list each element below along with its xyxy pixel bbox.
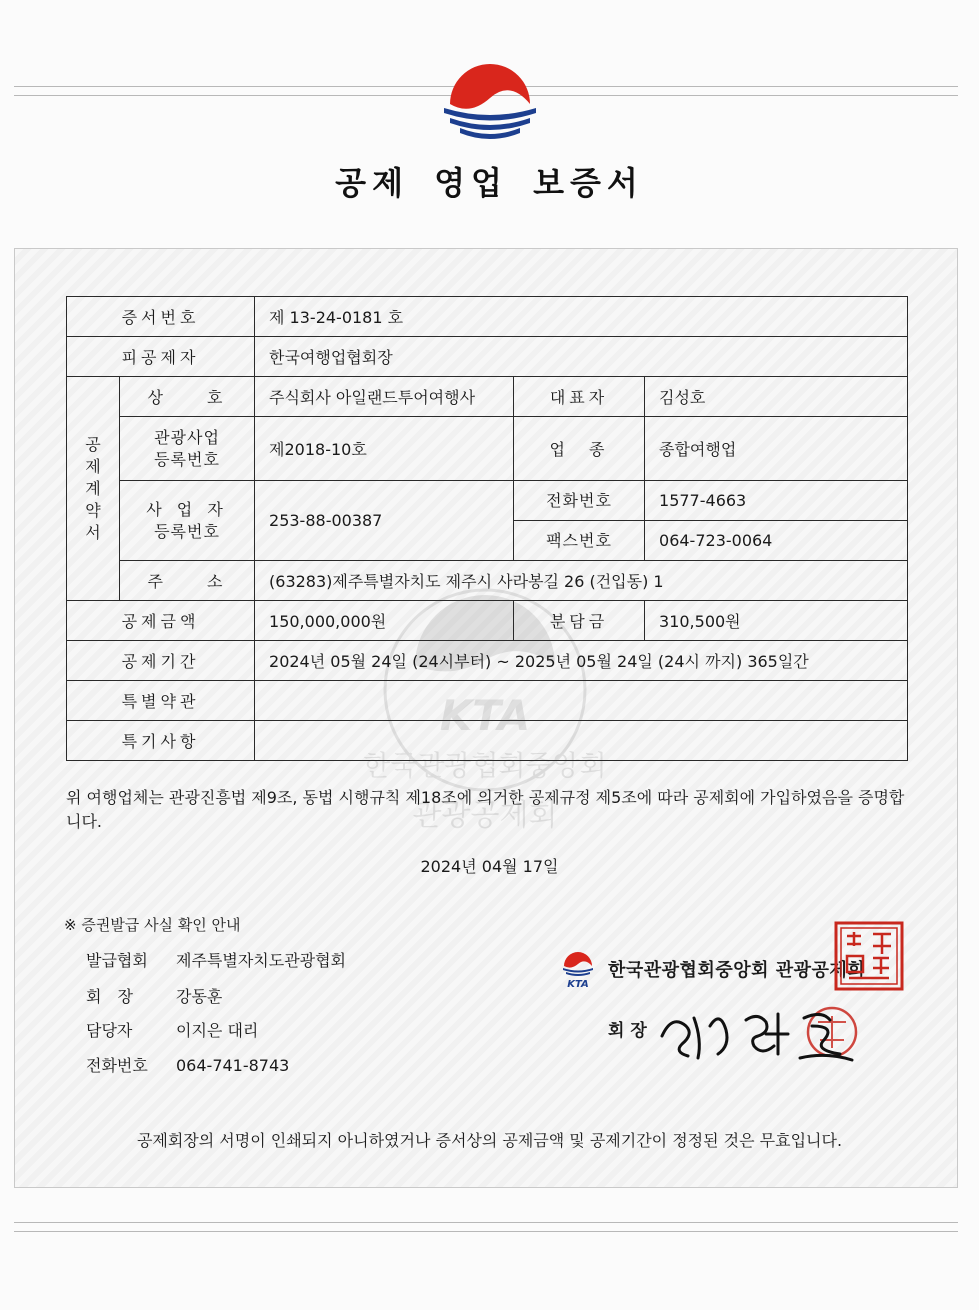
contractor-label <box>67 377 120 601</box>
contractor-label-text <box>67 434 119 544</box>
bottom-rule-1 <box>14 1222 958 1223</box>
biz-type-value: 종합여행업 <box>645 417 908 481</box>
notice-title: ※ 증권발급 사실 확인 안내 <box>64 916 241 934</box>
address-value: (63283)제주특별자치도 제주시 사라봉길 26 (건입동) 1 <box>255 561 908 601</box>
rep-value: 김성호 <box>645 377 908 417</box>
fax-label: 팩스번호 <box>514 521 645 561</box>
table-row <box>67 377 908 417</box>
president-value: 강동훈 <box>176 987 223 1006</box>
contractor-label-char: 제 <box>85 456 101 476</box>
tour-reg-label-2: 등록번호 <box>154 449 220 469</box>
contractor-label-char: 약 <box>85 500 101 520</box>
fax-value: 064-723-0064 <box>645 521 908 561</box>
manager-value: 이지은 대리 <box>176 1021 259 1040</box>
president-row <box>86 984 222 1007</box>
cert-no-value: 제 13-24-0181 호 <box>255 297 908 337</box>
address-label: 주 소 <box>120 561 255 601</box>
biz-reg-label <box>120 481 255 561</box>
watermark-line1: 한국관광협회중앙회 <box>363 749 607 782</box>
biz-reg-value: 253-88-00387 <box>255 481 514 561</box>
table-row <box>67 481 908 521</box>
certification-statement: 위 여행업체는 관광진흥법 제9조, 동법 시행규칙 제18조에 의거한 공제규정 제5조에 따라 공제회에 가입하였음을 증명합니다. <box>66 788 905 831</box>
tour-reg-label-1: 관광사업 <box>154 427 220 447</box>
insured-value: 한국여행업협회장 <box>255 337 908 377</box>
remarks-label: 특기사항 <box>67 721 255 761</box>
table-row <box>67 337 908 377</box>
tour-reg-value: 제2018-10호 <box>255 417 514 481</box>
bottom-rule-2 <box>14 1231 958 1232</box>
issuer-label: 발급협회 <box>86 951 148 970</box>
special-terms-value <box>255 681 908 721</box>
remarks-value <box>255 721 908 761</box>
president-label: 회 장 <box>86 987 133 1006</box>
table-row <box>67 561 908 601</box>
period-label: 공제기간 <box>67 641 255 681</box>
official-seal-icon <box>833 920 905 992</box>
manager-label: 담당자 <box>86 1021 133 1040</box>
contact-phone-row <box>86 1053 289 1076</box>
contact-phone-value: 064-741-8743 <box>176 1056 290 1075</box>
contractor-label-char: 공 <box>85 434 101 454</box>
watermark-logo-text: KTA <box>439 691 531 740</box>
rep-label: 대표자 <box>514 377 645 417</box>
chair-label: 회장 <box>608 1021 653 1041</box>
org-name: 한국관광협회중앙회 관광공제회 <box>608 960 866 981</box>
tour-reg-label <box>120 417 255 481</box>
company-value: 주식회사 아일랜드투어여행사 <box>255 377 514 417</box>
phone-label: 전화번호 <box>514 481 645 521</box>
org-logo-text: KTA <box>567 979 589 990</box>
kta-emblem-icon <box>436 58 544 146</box>
table-row <box>67 681 908 721</box>
document-title: 공제 영업 보증서 <box>335 164 644 202</box>
cert-no-label: 증서번호 <box>67 297 255 337</box>
table-row <box>67 641 908 681</box>
issuer-value: 제주특별자치도관광협회 <box>176 951 347 970</box>
issue-date: 2024년 04월 17일 <box>420 857 559 876</box>
contact-phone-label: 전화번호 <box>86 1056 148 1075</box>
issuer-row <box>86 948 346 971</box>
certificate-table <box>66 296 908 761</box>
insured-label: 피공제자 <box>67 337 255 377</box>
contractor-label-char: 계 <box>85 478 101 498</box>
table-row <box>67 297 908 337</box>
signature <box>654 996 864 1068</box>
contractor-label-char: 서 <box>85 522 101 542</box>
company-label: 상 호 <box>120 377 255 417</box>
watermark-line2: 관광공제회 <box>412 798 558 833</box>
footer-note: 공제회장의 서명이 인쇄되지 아니하였거나 증서상의 공제금액 및 공제기간이 정정된 것은 무효입니다. <box>136 1131 843 1150</box>
amount-value: 150,000,000원 <box>255 601 514 641</box>
biz-reg-label-1: 사 업 자 <box>146 499 228 519</box>
share-value: 310,500원 <box>645 601 908 641</box>
share-label: 분담금 <box>514 601 645 641</box>
manager-row <box>86 1018 258 1041</box>
special-terms-label: 특별약관 <box>67 681 255 721</box>
biz-reg-label-2: 등록번호 <box>154 521 220 541</box>
phone-value: 1577-4663 <box>645 481 908 521</box>
amount-label: 공제금액 <box>67 601 255 641</box>
biz-type-label: 업 종 <box>514 417 645 481</box>
period-value: 2024년 05월 24일 (24시부터) ~ 2025년 05월 24일 (24시 까지) 365일간 <box>255 641 908 681</box>
table-row <box>67 417 908 481</box>
table-row <box>67 601 908 641</box>
table-row <box>67 721 908 761</box>
